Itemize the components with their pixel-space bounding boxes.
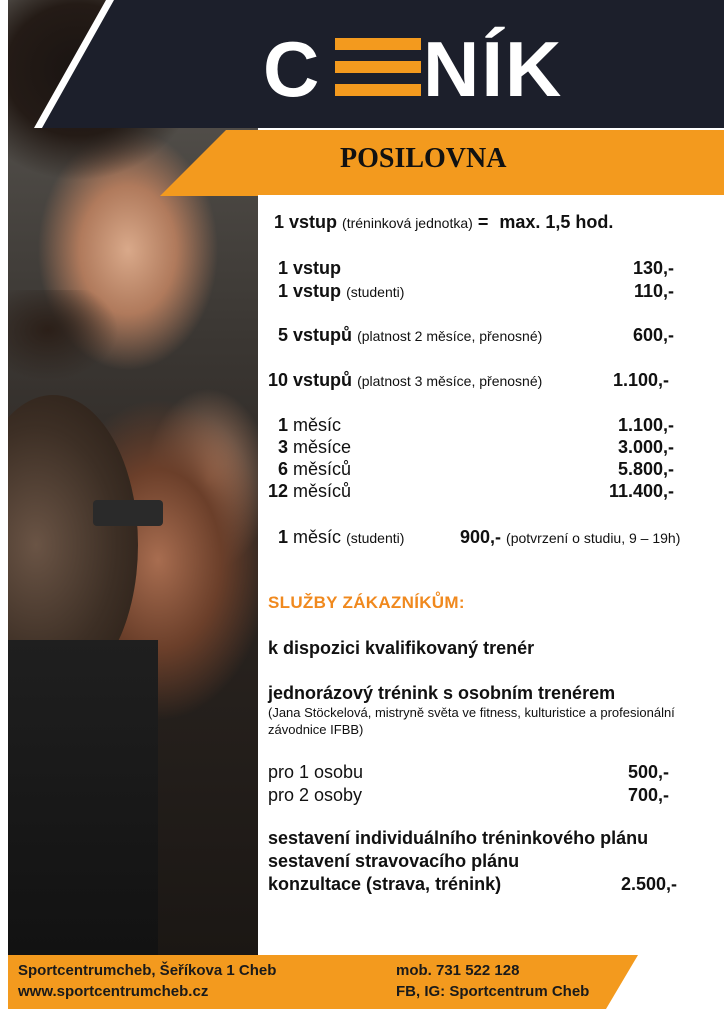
student-month-price-note: (potvrzení o studiu, 9 – 19h): [506, 530, 681, 546]
intro-label: 1 vstup: [274, 212, 338, 232]
entry-price: 110,-: [633, 281, 674, 301]
services-trainer: k dispozici kvalifikovaný trenér: [268, 638, 535, 658]
month-label: měsíců: [293, 459, 352, 479]
entry-label: vstupů: [293, 370, 353, 390]
services-consult-price: 2.500,-: [620, 874, 677, 894]
month-3: [278, 437, 351, 458]
person-1-label: pro 1 osobu: [268, 762, 364, 782]
month-label: měsíc: [293, 415, 342, 435]
month-label: měsíců: [293, 481, 352, 501]
services-plan-diet: sestavení stravovacího plánu: [268, 851, 520, 871]
intro-note: (tréninková jednotka): [342, 215, 473, 231]
entry-num: 10: [268, 370, 289, 390]
header: [0, 0, 724, 128]
title-letters-nik: NÍK: [423, 25, 564, 113]
person-2-price: 700,-: [627, 785, 669, 805]
entry-note: (platnost 3 měsíce, přenosné): [357, 373, 543, 389]
entry-4: [268, 370, 542, 391]
entry-price: 1.100,-: [612, 370, 669, 390]
services-personal: jednorázový trénink s osobním trenérem: [268, 683, 616, 703]
month-12: [268, 481, 351, 502]
footer-address: Sportcentrumcheb, Šeříkova 1 Cheb: [18, 962, 277, 979]
footer-social: FB, IG: Sportcentrum Cheb: [396, 983, 590, 1000]
month-label: měsíce: [293, 437, 352, 457]
photo-barbell: [93, 500, 163, 526]
entry-num: 1: [278, 258, 289, 278]
photo-shirt: [8, 640, 158, 955]
month-1: [278, 415, 341, 436]
intro-eq: =: [477, 212, 489, 232]
entry-price: 130,-: [632, 258, 674, 278]
entry-2: [278, 281, 404, 302]
month-num: 12: [268, 481, 289, 501]
services-plan-training: sestavení individuálního tréninkového plánu: [268, 828, 649, 848]
intro-value: max. 1,5 hod.: [499, 212, 614, 232]
student-month-note: (studenti): [346, 530, 405, 546]
page-title: [263, 22, 623, 113]
student-month-price: 900,-: [460, 527, 502, 547]
student-month-label: měsíc: [293, 527, 342, 547]
month-6: [278, 459, 351, 480]
month-num: 1: [278, 415, 289, 435]
entry-num: 1: [278, 281, 289, 301]
entry-note: (studenti): [346, 284, 405, 300]
intro-line: [274, 212, 613, 233]
section-title: POSILOVNA: [340, 143, 507, 174]
month-price: 5.800,-: [617, 459, 674, 479]
student-month-num: 1: [278, 527, 289, 547]
entry-num: 5: [278, 325, 289, 345]
entry-3: [278, 325, 542, 346]
month-price: 3.000,-: [617, 437, 674, 457]
student-month: [278, 527, 404, 548]
person-2-label: pro 2 osoby: [268, 785, 363, 805]
services-personal-note: (Jana Stöckelová, mistryně světa ve fitness, kulturistice a profesionální závodnice IFBB): [268, 705, 675, 737]
entry-label: vstup: [293, 258, 342, 278]
month-price: 11.400,-: [608, 481, 674, 501]
services-title: SLUŽBY ZÁKAZNÍKŮM:: [268, 593, 465, 612]
student-month-price-line: [460, 527, 680, 548]
title-letter-c: C: [263, 25, 322, 113]
month-price: 1.100,-: [617, 415, 674, 435]
footer-website-link[interactable]: www.sportcentrumcheb.cz: [18, 983, 209, 1000]
entry-label: vstupů: [293, 325, 353, 345]
photo-beard: [8, 290, 118, 380]
month-num: 6: [278, 459, 289, 479]
footer-phone: mob. 731 522 128: [396, 962, 520, 979]
entry-note: (platnost 2 měsíce, přenosné): [357, 328, 543, 344]
month-num: 3: [278, 437, 289, 457]
entry-label: vstup: [293, 281, 342, 301]
person-1-price: 500,-: [627, 762, 669, 782]
title-letter-e-logo: [335, 38, 421, 96]
entry-1: [278, 258, 341, 279]
entry-price: 600,-: [632, 325, 674, 345]
services-consult: konzultace (strava, trénink): [268, 874, 502, 894]
